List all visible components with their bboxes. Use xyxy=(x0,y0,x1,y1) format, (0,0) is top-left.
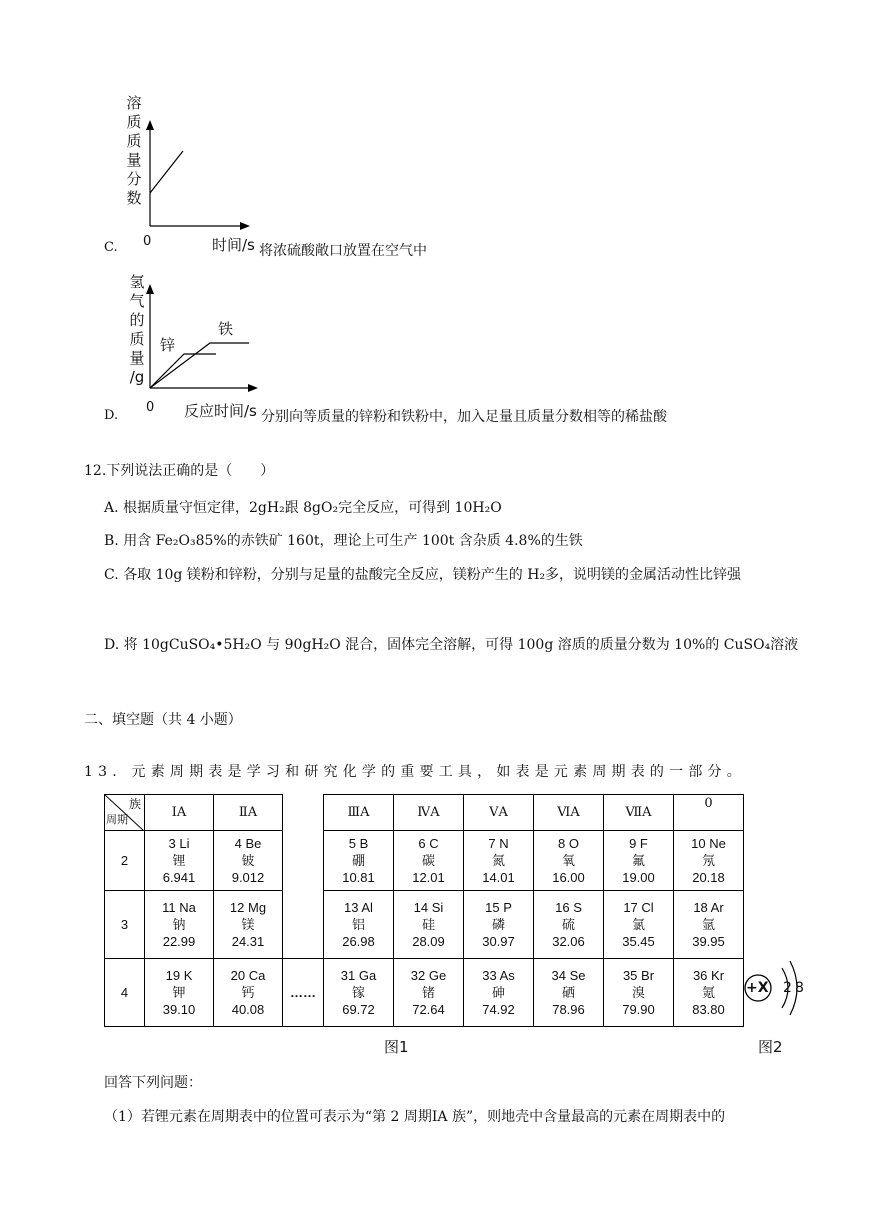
period-label: 2 xyxy=(105,831,145,891)
element-cell: 19 K 钾 39.10 xyxy=(145,959,214,1027)
axis-label-char: 溶 xyxy=(126,94,142,112)
q12-option-c: C. 各取 10g 镁粉和锌粉，分别与足量的盐酸完全反应，镁粉产生的 H₂多，说明镁的金属活动性比锌强 xyxy=(104,567,742,583)
q12-stem: 12.下列说法正确的是（ ） xyxy=(84,463,275,479)
atom-nucleus-label: +X xyxy=(746,980,769,996)
atom-shell-1: 2 xyxy=(783,980,792,996)
element-cell: 35 Br 溴 79.90 xyxy=(604,959,674,1027)
option-d-xlabel: 反应时间/s xyxy=(184,402,257,420)
zinc-label: 锌 xyxy=(160,336,176,354)
group-header: ⅣA xyxy=(394,795,464,831)
period-row xyxy=(105,891,744,959)
element-cell: 7 N 氮 14.01 xyxy=(464,831,534,891)
element-cell: 13 Al 铝 26.98 xyxy=(324,891,394,959)
answer-prompt: 回答下列问题： xyxy=(104,1075,202,1091)
axis-label-char: 分 xyxy=(126,170,142,188)
q12-option-b: B. 用含 Fe₂O₃85%的赤铁矿 160t，理论上可生产 100t 含杂质 4.8%的生铁 xyxy=(104,533,583,549)
element-cell: 17 Cl 氯 35.45 xyxy=(604,891,674,959)
element-cell: 20 Ca 钙 40.08 xyxy=(214,959,283,1027)
group-header: ⅦA xyxy=(604,795,674,831)
option-d-axes xyxy=(140,282,265,394)
element-cell: 16 S 硫 32.06 xyxy=(534,891,604,959)
axis-label-char: 数 xyxy=(126,189,142,207)
atom-shell-2: 8 xyxy=(795,980,804,996)
group-header: ⅤA xyxy=(464,795,534,831)
element-cell: 9 F 氟 19.00 xyxy=(604,831,674,891)
element-cell: 3 Li 锂 6.941 xyxy=(145,831,214,891)
axis-label-char: 氢 xyxy=(129,273,145,291)
period-label: 4 xyxy=(105,959,145,1027)
axis-label-char: 质 xyxy=(126,132,142,150)
option-c-curve xyxy=(150,151,183,193)
option-c-axes xyxy=(140,118,260,233)
axis-label-char: 量 xyxy=(126,151,142,169)
option-c-letter: C. xyxy=(104,240,118,255)
zinc-line xyxy=(150,354,216,388)
element-cell: 15 P 磷 30.97 xyxy=(464,891,534,959)
group-header: ⅡA xyxy=(214,795,283,831)
group-header: ⅢA xyxy=(324,795,394,831)
axis-label-char: 气 xyxy=(129,292,145,310)
option-d-letter: D. xyxy=(104,408,119,423)
group-header: 0 xyxy=(674,795,744,831)
period-row xyxy=(105,831,744,891)
element-cell: 33 As 砷 74.92 xyxy=(464,959,534,1027)
axis-label-char: 量 xyxy=(129,349,145,367)
option-c-origin: 0 xyxy=(143,234,152,249)
axis-label-char: /g xyxy=(129,368,145,386)
period-label: 3 xyxy=(105,891,145,959)
corner-group-label: 族 xyxy=(128,797,141,811)
axis-label-char: 质 xyxy=(129,330,145,348)
ellipsis-cell: …… xyxy=(283,959,324,1027)
iron-label: 铁 xyxy=(218,320,234,338)
section-heading: 二、填空题（共 4 小题） xyxy=(84,712,242,728)
element-cell: 18 Ar 氩 39.95 xyxy=(674,891,744,959)
element-cell: 12 Mg 镁 24.31 xyxy=(214,891,283,959)
element-cell: 32 Ge 锗 72.64 xyxy=(394,959,464,1027)
element-cell: 11 Na 钠 22.99 xyxy=(145,891,214,959)
element-cell: 10 Ne 氖 20.18 xyxy=(674,831,744,891)
group-header: ⅥA xyxy=(534,795,604,831)
periodic-table xyxy=(104,794,744,1027)
figure-1-caption: 图1 xyxy=(384,1038,409,1056)
element-cell: 31 Ga 镓 69.72 xyxy=(324,959,394,1027)
q13-stem: 13. 元素周期表是学习和研究化学的重要工具，如表是元素周期表的一部分。 xyxy=(84,764,746,780)
q12-option-a: A. 根据质量守恒定律，2gH₂跟 8gO₂完全反应，可得到 10H₂O xyxy=(104,500,502,516)
figure-2-caption: 图2 xyxy=(758,1038,783,1056)
axis-label-char: 质 xyxy=(126,113,142,131)
group-header: ⅠA xyxy=(145,795,214,831)
option-d-text: 分别向等质量的锌粉和铁粉中，加入足量且质量分数相等的稀盐酸 xyxy=(261,409,667,425)
q12-option-d: D. 将 10gCuSO₄•5H₂O 与 90gH₂O 混合，固体完全溶解，可得 100g 溶质的质量分数为 10%的 CuSO₄溶液 xyxy=(104,637,799,653)
corner-header xyxy=(105,795,145,831)
q13-part-1: （1）若锂元素在周期表中的位置可表示为“第 2 周期ⅠA 族”，则地壳中含量最高的元素在周期表中的 xyxy=(104,1109,726,1125)
option-d-origin: 0 xyxy=(146,400,155,415)
element-cell: 8 O 氧 16.00 xyxy=(534,831,604,891)
element-cell: 36 Kr 氪 83.80 xyxy=(674,959,744,1027)
element-cell: 14 Si 硅 28.09 xyxy=(394,891,464,959)
option-c-text: 将浓硫酸敞口放置在空气中 xyxy=(259,243,427,259)
option-c-xlabel: 时间/s xyxy=(212,236,255,254)
corner-period-label: 周期 xyxy=(106,814,128,826)
axis-label-char: 的 xyxy=(129,311,145,329)
period-row xyxy=(105,959,744,1027)
element-cell: 4 Be 铍 9.012 xyxy=(214,831,283,891)
element-cell: 5 B 硼 10.81 xyxy=(324,831,394,891)
element-cell: 6 C 碳 12.01 xyxy=(394,831,464,891)
element-cell: 34 Se 硒 78.96 xyxy=(534,959,604,1027)
